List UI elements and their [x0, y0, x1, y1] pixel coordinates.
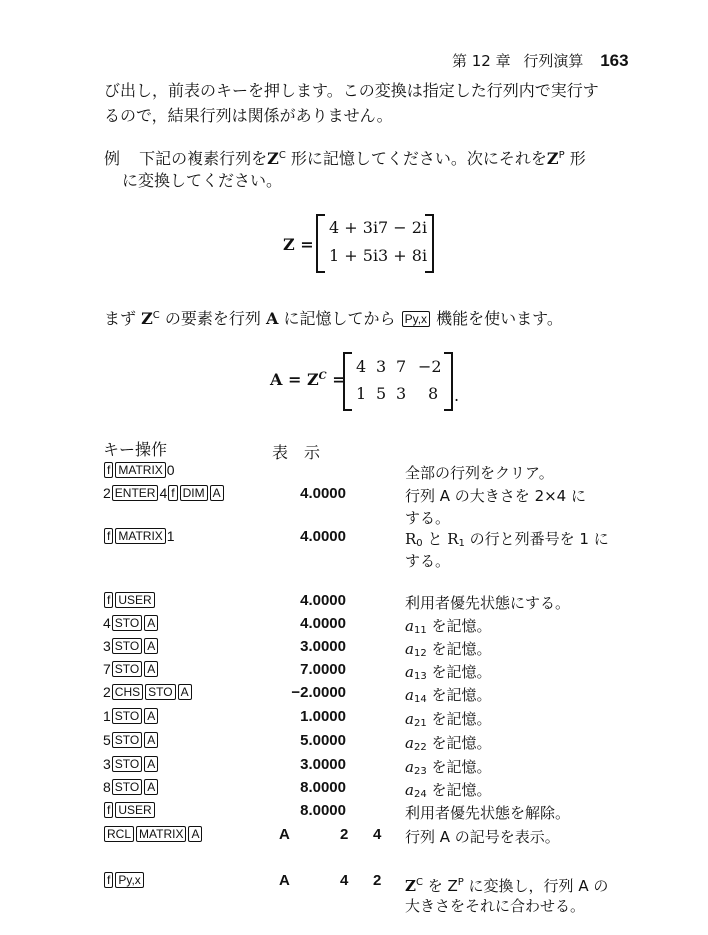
matrix-a-cell: 3: [396, 384, 407, 403]
matrix-z-name: Z =: [283, 235, 314, 254]
matrix-a-cell: −2: [418, 357, 442, 376]
table-row: 4 STO A: [103, 615, 159, 631]
table-row: 7 STO A: [103, 661, 159, 677]
column-header-keys: キー操作: [103, 440, 168, 459]
display-value: 1.0000: [300, 708, 346, 725]
display-value: 4.0000: [300, 485, 346, 502]
matrix-z-cell: 1 + 5i: [329, 246, 379, 265]
display-cols: 4: [373, 826, 382, 843]
row-comment: $Z^C$ を $Z^P$ に変換し，行列 A の: [405, 877, 609, 895]
row-comment: 利用者優先状態にする。: [405, 594, 571, 612]
display-value: 3.0000: [300, 756, 346, 773]
display-value: 4.0000: [300, 528, 346, 545]
table-row: 2 ENTER 4 f DIM A: [103, 485, 225, 501]
intro-line-2: るので，結果行列は関係がありません。: [104, 106, 393, 125]
row-comment: 全部の行列をクリア。: [405, 464, 554, 482]
py-x-key: Py,x: [402, 311, 430, 327]
table-row: f Py,x: [103, 872, 145, 888]
row-comment: $R_0$ と $R_1$ の行と列番号を 1 に: [405, 530, 609, 549]
display-value: −2.0000: [291, 684, 346, 701]
row-comment: $a_{11}$ を記憶。: [405, 617, 492, 636]
matrix-a-cell: 8: [428, 384, 439, 403]
table-row: f MATRIX 1: [103, 528, 175, 544]
example-label: 例: [104, 149, 121, 168]
display-value: 4.0000: [300, 592, 346, 609]
display-rows: 2: [340, 826, 349, 843]
display-value: 7.0000: [300, 661, 346, 678]
row-comment-cont: 大きさをそれに合わせる。: [405, 897, 586, 915]
row-comment: $a_{22}$ を記憶。: [405, 734, 492, 753]
table-row: RCL MATRIX A: [103, 826, 203, 842]
row-comment-cont: する。: [405, 552, 451, 570]
chapter-title: 行列演算: [523, 52, 584, 70]
matrix-z-cell: 3 + 8i: [378, 246, 428, 265]
display-value: 5.0000: [300, 732, 346, 749]
matrix-a-left-bracket: [343, 352, 352, 411]
running-header: [452, 50, 629, 71]
matrix-z-cell: 4 + 3i: [329, 218, 379, 237]
table-row: 2 CHS STO A: [103, 684, 193, 700]
display-value: 8.0000: [300, 802, 346, 819]
page-number: 163: [600, 51, 629, 70]
row-comment: 利用者優先状態を解除。: [405, 804, 571, 822]
chapter-label: 第 12 章: [452, 52, 511, 70]
matrix-a-cell: 5: [376, 384, 387, 403]
table-row: f MATRIX 0: [103, 462, 175, 478]
table-row: 5 STO A: [103, 732, 159, 748]
display-value: 3.0000: [300, 638, 346, 655]
matrix-a-right-bracket: [444, 352, 453, 411]
matrix-z-cell: 7 − 2i: [378, 218, 428, 237]
display-matrix-label: A: [279, 872, 290, 889]
row-comment: 行列 A の記号を表示。: [405, 828, 560, 846]
table-row: 8 STO A: [103, 779, 159, 795]
row-comment: $a_{12}$ を記憶。: [405, 640, 492, 659]
matrix-a-cell: 7: [396, 357, 407, 376]
table-row: 3 STO A: [103, 638, 159, 654]
matrix-z-left-bracket: [316, 214, 325, 273]
row-comment: $a_{13}$ を記憶。: [405, 663, 492, 682]
display-value: 4.0000: [300, 615, 346, 632]
column-header-display: 表 示: [272, 443, 321, 462]
row-comment: $a_{24}$ を記憶。: [405, 781, 492, 800]
row-comment: $a_{23}$ を記憶。: [405, 758, 492, 777]
table-row: 1 STO A: [103, 708, 159, 724]
example-line-1: 例 下記の複素行列を$Z^C$ 形に記憶してください。次にそれを$Z^P$ 形: [104, 149, 586, 168]
display-matrix-label: A: [279, 826, 290, 843]
table-row: f USER: [103, 592, 156, 608]
intro-line-1: び出し，前表のキーを押します。この変換は指定した行列内で実行す: [104, 81, 599, 100]
row-comment-cont: する。: [405, 509, 451, 527]
table-row: 3 STO A: [103, 756, 159, 772]
example-line-2: に変換してください。: [122, 171, 283, 190]
display-value: 8.0000: [300, 779, 346, 796]
store-instruction: まず $Z^C$ の要素を行列 A に記憶してから Py,x 機能を使います。: [104, 309, 563, 328]
table-row: f USER: [103, 802, 156, 818]
row-comment: 行列 A の大きさを 2×4 に: [405, 487, 586, 505]
display-cols: 2: [373, 872, 382, 889]
display-rows: 4: [340, 872, 349, 889]
matrix-a-cell: 1: [356, 384, 367, 403]
matrix-a-cell: 4: [356, 357, 367, 376]
matrix-a-name: $A = Z^C$ =: [270, 370, 346, 389]
matrix-a-period: .: [454, 386, 460, 405]
row-comment: $a_{14}$ を記憶。: [405, 686, 492, 705]
matrix-a-cell: 3: [376, 357, 387, 376]
row-comment: $a_{21}$ を記憶。: [405, 710, 492, 729]
